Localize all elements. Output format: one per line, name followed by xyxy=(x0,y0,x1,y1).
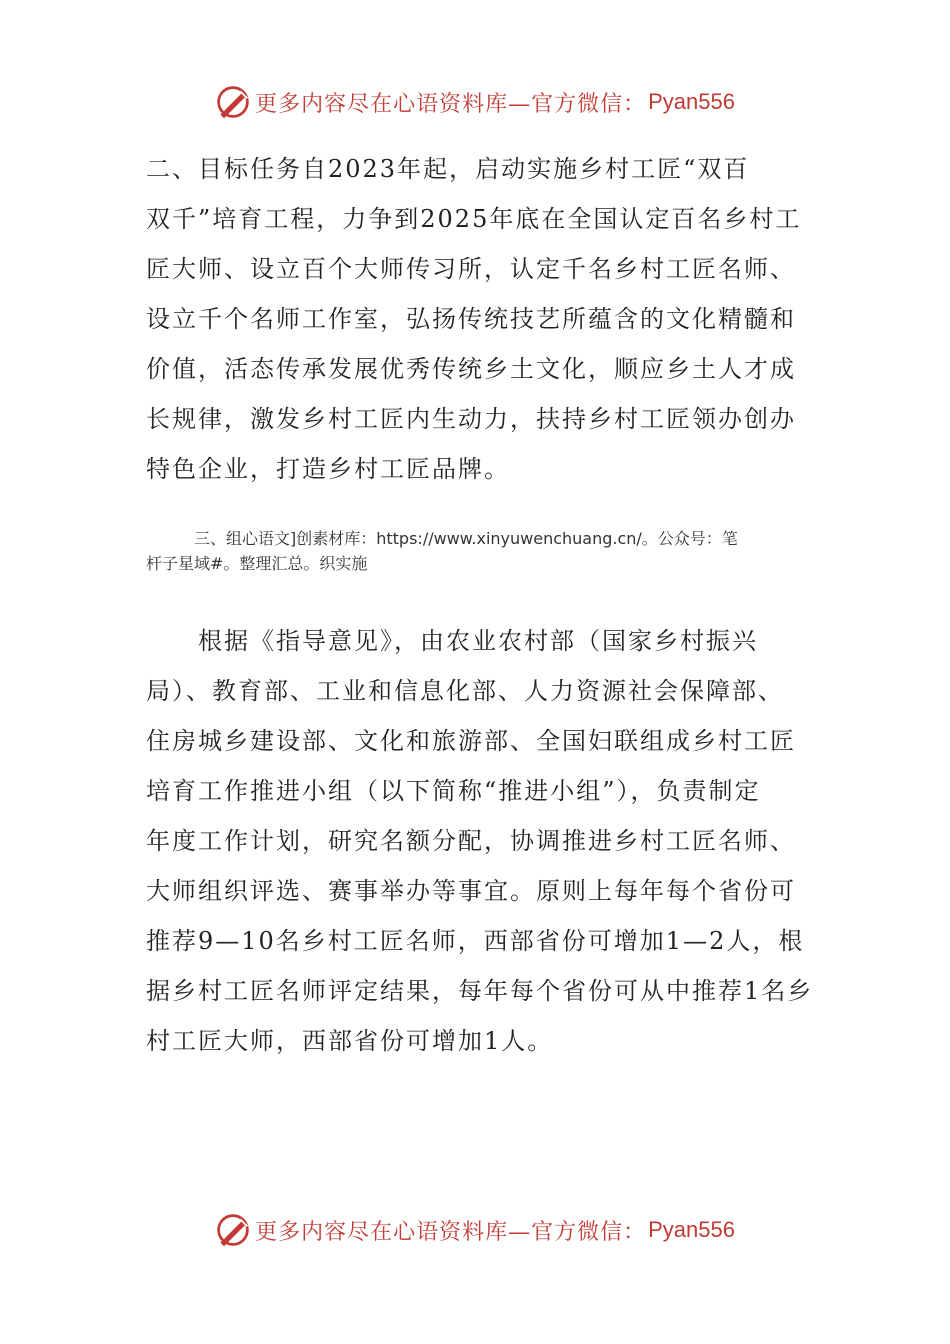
footer-banner xyxy=(0,1208,950,1252)
note-line: 杆子星域#。整理汇总。织实施 xyxy=(146,554,368,573)
source-note xyxy=(146,526,806,576)
banner-wechat-id: Pyan556 xyxy=(648,89,735,114)
paragraph-line: 价值，活态传承发展优秀传统乡土文化，顺应乡土人才成 xyxy=(146,355,796,383)
paragraph-line: 特色企业，打造乡村工匠品牌。 xyxy=(146,455,510,483)
pen-logo-icon xyxy=(215,84,251,120)
paragraph-line: 双千”培育工程，力争到2025年底在全国认定百名乡村工 xyxy=(146,205,802,233)
section-organization-paragraph xyxy=(146,616,814,1066)
paragraph-line: 局）、教育部、工业和信息化部、人力资源社会保障部、 xyxy=(146,677,784,705)
section-goals-paragraph xyxy=(146,144,806,494)
paragraph-line: 村工匠大师，西部省份可增加1人。 xyxy=(146,1027,554,1055)
paragraph-line: 匠大师、设立百个大师传习所，认定千名乡村工匠名师、 xyxy=(146,255,796,283)
paragraph-line: 推荐9—10名乡村工匠名师，西部省份可增加1—2人，根 xyxy=(146,927,805,955)
note-line: 三、组心语文]创素材库：https://www.xinyuwenchuang.cn/。公众号：笔 xyxy=(194,529,738,548)
paragraph-line: 据乡村工匠名师评定结果，每年每个省份可从中推荐1名乡 xyxy=(146,977,814,1005)
banner-text: 更多内容尽在心语资料库—官方微信： xyxy=(255,1219,647,1245)
paragraph-line: 住房城乡建设部、文化和旅游部、全国妇联组成乡村工匠 xyxy=(146,727,796,755)
paragraph-line: 二、目标任务自2023年起，启动实施乡村工匠“双百 xyxy=(146,155,750,183)
paragraph-line: 设立千个名师工作室，弘扬传统技艺所蕴含的文化精髓和 xyxy=(146,305,796,333)
pen-logo-icon xyxy=(215,1212,251,1248)
paragraph-line: 培育工作推进小组（以下简称“推进小组”），负责制定 xyxy=(146,777,761,805)
paragraph-line: 大师组织评选、赛事举办等事宜。原则上每年每个省份可 xyxy=(146,877,796,905)
paragraph-line: 年度工作计划，研究名额分配，协调推进乡村工匠名师、 xyxy=(146,827,796,855)
banner-text: 更多内容尽在心语资料库—官方微信： xyxy=(255,91,647,117)
paragraph-line: 长规律，激发乡村工匠内生动力，扶持乡村工匠领办创办 xyxy=(146,405,796,433)
header-banner xyxy=(0,80,950,124)
banner-wechat-id: Pyan556 xyxy=(648,1217,735,1242)
paragraph-line: 根据《指导意见》，由农业农村部（国家乡村振兴 xyxy=(198,627,758,655)
